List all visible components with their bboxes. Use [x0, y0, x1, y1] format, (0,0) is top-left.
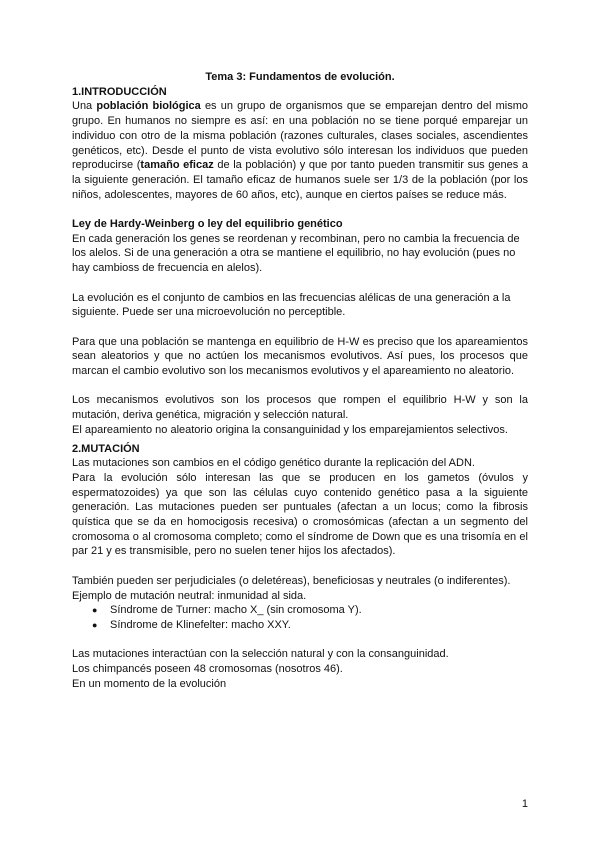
list-item: ● Síndrome de Klinefelter: macho XXY.: [110, 618, 528, 633]
mutacion-paragraph-1: Las mutaciones son cambios en el código genético durante la replicación del ADN.: [72, 457, 475, 470]
page-content: [72, 70, 528, 691]
mutacion-paragraph-5: Las mutaciones interactúan con la selección natural y con la consanguinidad.: [72, 648, 449, 661]
hardy-paragraph-4: Los mecanismos evolutivos son los procesos que rompen el equilibrio H-W y son la mutación, deriva genética, migración y selección natural.: [72, 394, 528, 422]
intro-text-a: Una: [72, 100, 97, 113]
spacer: [72, 559, 528, 574]
mutacion-paragraph-2: Para la evolución sólo interesan las que se producen en los gametos (óvulos y espermatozoides) ya que son las células cuyo contenido genético pasa a la siguiente generación. Las mutaciones pueden ser puntuales (afectan a un locus; como la fibrosis quística que se da en homocigosis recesiva) o cromosómicas (afectan a un segmento del cromosoma o al cromosoma completo; como el síndrome de Down que es una trisomía en el par 21 y es transmisible, pero no suelen tener hijos los afectados).: [72, 471, 528, 558]
section-heading-introduccion: 1.INTRODUCCIÓN: [72, 85, 167, 98]
section-heading-hardy-weinberg: Ley de Hardy-Weinberg o ley del equilibrio genético: [72, 218, 343, 231]
intro-bold-tamano: tamaño eficaz: [140, 159, 214, 172]
spacer: [72, 276, 528, 291]
mutacion-paragraph-3: También pueden ser perjudiciales (o deletéreas), beneficiosas y neutrales (o indiferentes).: [72, 574, 511, 587]
intro-text-b: es un grupo de organismos que se emparejan dentro del mismo grupo. En humanos no siempre es así: en una población no se tiene porqué emparejar un individuo con otro de la misma población (razones culturales, clases sociales, ascendientes genéticos, etc). Desde el punto de vista evolutivo sólo interesan los individuos que pueden reproducirse (: [72, 100, 528, 172]
hardy-paragraph-2: La evolución es el conjunto de cambios en las frecuencias alélicas de una generación a la siguiente. Puede ser una microevolución no perceptible.: [72, 291, 511, 319]
hardy-paragraph-5: El apareamiento no aleatorio origina la consanguinidad y los emparejamientos selectivos.: [72, 423, 508, 436]
mutacion-paragraph-7: En un momento de la evolución: [72, 677, 227, 690]
mutacion-paragraph-4: Ejemplo de mutación neutral: inmunidad al sida.: [72, 589, 307, 602]
document-title: Tema 3: Fundamentos de evolución.: [205, 71, 395, 83]
page-number: 1: [521, 798, 528, 810]
list-item: ● Síndrome de Turner: macho X_ (sin cromosoma Y).: [110, 603, 528, 618]
intro-text-c: de la población) y que por tanto pueden transmitir sus genes a la siguiente generación. El tamaño eficaz de humanos suele ser 1/3 de la población (por los niños, adolescentes, mayores de 60 años, etc), aunque en ciertos países se reduce más.: [72, 159, 528, 201]
intro-bold-poblacion: población biológica: [96, 100, 201, 113]
spacer: [72, 379, 528, 394]
mutacion-paragraph-6: Los chimpancés poseen 48 cromosomas (nosotros 46).: [72, 663, 343, 676]
spacer: [72, 320, 528, 335]
hardy-paragraph-1: En cada generación los genes se reordenan y recombinan, pero no cambia la frecuencia de los alelos. Si de una generación a otra se mantiene el equilibrio, no hay evolución (pues no hay cambioss de frecuencia en alelos).: [72, 232, 520, 275]
bullet-list: [72, 603, 528, 632]
spacer: [72, 633, 528, 648]
spacer: [72, 202, 528, 217]
hardy-paragraph-3: Para que una población se mantenga en equilibrio de H-W es preciso que los apareamientos sean aleatorios y que no actúen los mecanismos evolutivos. Así pues, los procesos que marcan el cambio evolutivo son los mecanismos evolutivos y el apareamiento no aleatorio.: [72, 335, 528, 378]
section-heading-mutacion: 2.MUTACIÓN: [72, 442, 140, 455]
intro-paragraph: [72, 99, 528, 202]
